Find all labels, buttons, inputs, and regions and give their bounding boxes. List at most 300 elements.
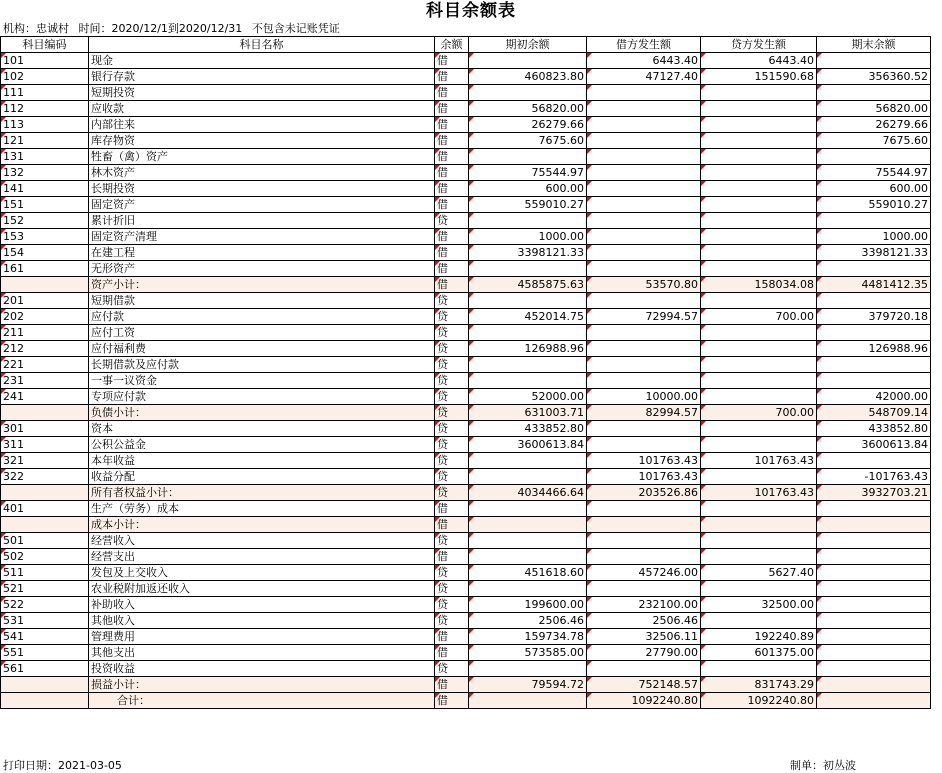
table-row: [1, 117, 931, 133]
table-row: [1, 245, 931, 261]
cell-closing: [817, 453, 931, 469]
cell-opening: 2506.46: [469, 613, 587, 629]
cell-direction: 贷: [435, 453, 469, 469]
cell-direction: 借: [435, 53, 469, 69]
cell-direction: 贷: [435, 389, 469, 405]
cell-credit: [701, 165, 817, 181]
cell-code: [1, 405, 89, 421]
cell-debit: [587, 133, 701, 149]
cell-closing: [817, 53, 931, 69]
cell-direction: 借: [435, 549, 469, 565]
cell-credit: [701, 181, 817, 197]
cell-debit: 47127.40: [587, 69, 701, 85]
cell-closing: [817, 693, 931, 709]
cell-debit: [587, 181, 701, 197]
cell-code: 121: [1, 133, 89, 149]
cell-debit: 82994.57: [587, 405, 701, 421]
cell-debit: 457246.00: [587, 565, 701, 581]
table-row: [1, 613, 931, 629]
table-row: [1, 469, 931, 485]
cell-credit: [701, 373, 817, 389]
table-row: [1, 293, 931, 309]
cell-code: 112: [1, 101, 89, 117]
cell-opening: 460823.80: [469, 69, 587, 85]
cell-code: 541: [1, 629, 89, 645]
cell-closing: [817, 613, 931, 629]
cell-name: 所有者权益小计：: [89, 485, 435, 501]
cell-direction: 借: [435, 261, 469, 277]
cell-opening: 75544.97: [469, 165, 587, 181]
cell-closing: 3600613.84: [817, 437, 931, 453]
cell-direction: 贷: [435, 341, 469, 357]
cell-name: 累计折旧: [89, 213, 435, 229]
cell-name: 损益小计：: [89, 677, 435, 693]
cell-opening: [469, 533, 587, 549]
col-header-closing: 期末余额: [817, 37, 931, 53]
cell-debit: 752148.57: [587, 677, 701, 693]
cell-code: 151: [1, 197, 89, 213]
cell-closing: 548709.14: [817, 405, 931, 421]
cell-direction: 借: [435, 181, 469, 197]
cell-direction: 借: [435, 645, 469, 661]
cell-direction: 借: [435, 629, 469, 645]
cell-credit: 5627.40: [701, 565, 817, 581]
cell-closing: [817, 549, 931, 565]
cell-code: 131: [1, 149, 89, 165]
cell-debit: [587, 357, 701, 373]
cell-name: 无形资产: [89, 261, 435, 277]
cell-closing: [817, 261, 931, 277]
cell-code: 161: [1, 261, 89, 277]
cell-opening: 433852.80: [469, 421, 587, 437]
cell-name: 管理费用: [89, 629, 435, 645]
cell-closing: 7675.60: [817, 133, 931, 149]
cell-opening: 4034466.64: [469, 485, 587, 501]
cell-credit: 151590.68: [701, 69, 817, 85]
table-row: [1, 101, 931, 117]
cell-code: 132: [1, 165, 89, 181]
table-row: [1, 213, 931, 229]
table-row: [1, 373, 931, 389]
cell-name: 资本: [89, 421, 435, 437]
cell-direction: 贷: [435, 213, 469, 229]
cell-debit: [587, 213, 701, 229]
cell-direction: 借: [435, 501, 469, 517]
cell-debit: [587, 373, 701, 389]
cell-name: 短期投资: [89, 85, 435, 101]
cell-credit: [701, 341, 817, 357]
cell-closing: 3398121.33: [817, 245, 931, 261]
cell-opening: [469, 325, 587, 341]
cell-opening: 56820.00: [469, 101, 587, 117]
table-row: [1, 533, 931, 549]
cell-direction: 借: [435, 133, 469, 149]
cell-credit: [701, 469, 817, 485]
cell-direction: 贷: [435, 485, 469, 501]
cell-opening: 159734.78: [469, 629, 587, 645]
cell-opening: [469, 213, 587, 229]
cell-opening: [469, 469, 587, 485]
cell-name: 发包及上交收入: [89, 565, 435, 581]
cell-name: 短期借款: [89, 293, 435, 309]
cell-opening: [469, 357, 587, 373]
cell-credit: 101763.43: [701, 453, 817, 469]
table-row: [1, 149, 931, 165]
table-row: [1, 309, 931, 325]
cell-credit: 1092240.80: [701, 693, 817, 709]
cell-debit: [587, 341, 701, 357]
cell-code: 211: [1, 325, 89, 341]
cell-credit: 101763.43: [701, 485, 817, 501]
subtotal-row: [1, 485, 931, 501]
cell-direction: 借: [435, 197, 469, 213]
cell-name: 农业税附加返还收入: [89, 581, 435, 597]
cell-credit: 700.00: [701, 309, 817, 325]
cell-credit: 601375.00: [701, 645, 817, 661]
cell-debit: 32506.11: [587, 629, 701, 645]
subtotal-row: [1, 517, 931, 533]
cell-name: 其他支出: [89, 645, 435, 661]
cell-debit: [587, 501, 701, 517]
cell-name: 本年收益: [89, 453, 435, 469]
table-row: [1, 581, 931, 597]
cell-name: 其他收入: [89, 613, 435, 629]
cell-credit: [701, 357, 817, 373]
cell-code: 153: [1, 229, 89, 245]
cell-credit: [701, 613, 817, 629]
table-row: [1, 645, 931, 661]
cell-direction: 借: [435, 229, 469, 245]
cell-code: 561: [1, 661, 89, 677]
cell-code: 221: [1, 357, 89, 373]
cell-credit: [701, 149, 817, 165]
cell-code: [1, 485, 89, 501]
table-row: [1, 181, 931, 197]
cell-credit: 32500.00: [701, 597, 817, 613]
cell-closing: 126988.96: [817, 341, 931, 357]
cell-code: 212: [1, 341, 89, 357]
cell-name: 现金: [89, 53, 435, 69]
cell-code: 531: [1, 613, 89, 629]
cell-opening: 79594.72: [469, 677, 587, 693]
cell-code: 102: [1, 69, 89, 85]
cell-closing: 75544.97: [817, 165, 931, 181]
header-row: [1, 37, 931, 53]
cell-debit: 27790.00: [587, 645, 701, 661]
table-row: [1, 85, 931, 101]
cell-debit: 232100.00: [587, 597, 701, 613]
cell-direction: 贷: [435, 565, 469, 581]
cell-credit: [701, 101, 817, 117]
cell-closing: [817, 661, 931, 677]
table-row: [1, 629, 931, 645]
table-row: [1, 133, 931, 149]
subtotal-row: [1, 693, 931, 709]
cell-closing: 356360.52: [817, 69, 931, 85]
cell-code: 311: [1, 437, 89, 453]
cell-opening: 559010.27: [469, 197, 587, 213]
cell-opening: [469, 581, 587, 597]
cell-code: 401: [1, 501, 89, 517]
cell-opening: 26279.66: [469, 117, 587, 133]
table-body: [1, 53, 931, 709]
cell-closing: [817, 293, 931, 309]
cell-opening: [469, 517, 587, 533]
cell-code: [1, 517, 89, 533]
cell-closing: [817, 677, 931, 693]
cell-name: 在建工程: [89, 245, 435, 261]
cell-opening: 7675.60: [469, 133, 587, 149]
cell-opening: 199600.00: [469, 597, 587, 613]
cell-name: 长期投资: [89, 181, 435, 197]
cell-credit: [701, 293, 817, 309]
cell-closing: [817, 517, 931, 533]
cell-direction: 贷: [435, 405, 469, 421]
cell-code: 101: [1, 53, 89, 69]
cell-closing: 379720.18: [817, 309, 931, 325]
table-row: [1, 197, 931, 213]
cell-name: 内部往来: [89, 117, 435, 133]
cell-code: 201: [1, 293, 89, 309]
table-row: [1, 453, 931, 469]
cell-credit: 700.00: [701, 405, 817, 421]
org-label: 机构：忠诚村: [3, 22, 69, 35]
cell-closing: [817, 85, 931, 101]
cell-debit: [587, 165, 701, 181]
cell-direction: 借: [435, 165, 469, 181]
cell-code: 321: [1, 453, 89, 469]
cell-code: 301: [1, 421, 89, 437]
cell-opening: [469, 661, 587, 677]
cell-closing: [817, 149, 931, 165]
cell-code: 521: [1, 581, 89, 597]
cell-closing: [817, 533, 931, 549]
cell-opening: [469, 53, 587, 69]
cell-direction: 贷: [435, 293, 469, 309]
cell-name: 收益分配: [89, 469, 435, 485]
cell-debit: [587, 533, 701, 549]
cell-credit: [701, 245, 817, 261]
cell-name: 经营支出: [89, 549, 435, 565]
cell-closing: 559010.27: [817, 197, 931, 213]
cell-debit: [587, 101, 701, 117]
col-header-name: 科目名称: [89, 37, 435, 53]
cell-opening: [469, 149, 587, 165]
cell-debit: [587, 85, 701, 101]
cell-code: 152: [1, 213, 89, 229]
cell-closing: 1000.00: [817, 229, 931, 245]
cell-credit: [701, 661, 817, 677]
table-row: [1, 597, 931, 613]
table-row: [1, 261, 931, 277]
cell-debit: 203526.86: [587, 485, 701, 501]
cell-debit: 2506.46: [587, 613, 701, 629]
cell-code: 511: [1, 565, 89, 581]
cell-name: 应收款: [89, 101, 435, 117]
cell-closing: [817, 597, 931, 613]
cell-opening: 573585.00: [469, 645, 587, 661]
cell-name: 固定资产: [89, 197, 435, 213]
cell-direction: 贷: [435, 421, 469, 437]
cell-closing: [817, 501, 931, 517]
table-row: [1, 53, 931, 69]
cell-credit: 831743.29: [701, 677, 817, 693]
cell-opening: [469, 501, 587, 517]
cell-direction: 借: [435, 101, 469, 117]
cell-direction: 借: [435, 517, 469, 533]
cell-debit: 10000.00: [587, 389, 701, 405]
cell-code: 141: [1, 181, 89, 197]
cell-debit: [587, 293, 701, 309]
cell-closing: 56820.00: [817, 101, 931, 117]
cell-direction: 借: [435, 85, 469, 101]
cell-debit: [587, 421, 701, 437]
col-header-opening: 期初余额: [469, 37, 587, 53]
cell-direction: 贷: [435, 469, 469, 485]
cell-direction: 借: [435, 245, 469, 261]
cell-opening: 126988.96: [469, 341, 587, 357]
cell-direction: 借: [435, 277, 469, 293]
cell-direction: 贷: [435, 325, 469, 341]
cell-name: 公积公益金: [89, 437, 435, 453]
cell-credit: [701, 325, 817, 341]
cell-direction: 贷: [435, 437, 469, 453]
print-date: 打印日期：2021-03-05: [3, 759, 122, 772]
cell-direction: 贷: [435, 597, 469, 613]
cell-debit: [587, 229, 701, 245]
cell-opening: [469, 549, 587, 565]
cell-opening: 600.00: [469, 181, 587, 197]
cell-name: 应付工资: [89, 325, 435, 341]
cell-credit: [701, 517, 817, 533]
cell-credit: [701, 229, 817, 245]
cell-code: [1, 277, 89, 293]
cell-code: 322: [1, 469, 89, 485]
col-header-debit: 借方发生额: [587, 37, 701, 53]
table-row: [1, 437, 931, 453]
cell-opening: [469, 293, 587, 309]
cell-direction: 借: [435, 69, 469, 85]
cell-name: 应付福利费: [89, 341, 435, 357]
col-header-direction: 余额: [435, 37, 469, 53]
cell-opening: 4585875.63: [469, 277, 587, 293]
cell-credit: [701, 197, 817, 213]
cell-name: 生产（劳务）成本: [89, 501, 435, 517]
table-row: [1, 501, 931, 517]
col-header-code: 科目编码: [1, 37, 89, 53]
cell-debit: 101763.43: [587, 469, 701, 485]
cell-code: 113: [1, 117, 89, 133]
cell-closing: [817, 325, 931, 341]
cell-credit: [701, 533, 817, 549]
cell-debit: [587, 549, 701, 565]
cell-debit: 6443.40: [587, 53, 701, 69]
cell-debit: [587, 517, 701, 533]
cell-code: [1, 677, 89, 693]
cell-debit: [587, 325, 701, 341]
cell-closing: [817, 213, 931, 229]
cell-name: 牲畜（禽）资产: [89, 149, 435, 165]
cell-closing: 26279.66: [817, 117, 931, 133]
cell-name: 投资收益: [89, 661, 435, 677]
table-row: [1, 389, 931, 405]
table-row: [1, 661, 931, 677]
cell-name: 合计：: [89, 693, 435, 709]
subtotal-row: [1, 277, 931, 293]
cell-code: 241: [1, 389, 89, 405]
cell-debit: [587, 261, 701, 277]
table-row: [1, 549, 931, 565]
cell-opening: 3398121.33: [469, 245, 587, 261]
cell-direction: 贷: [435, 661, 469, 677]
cell-opening: [469, 453, 587, 469]
table-row: [1, 341, 931, 357]
cell-direction: 贷: [435, 357, 469, 373]
cell-opening: [469, 85, 587, 101]
cell-closing: [817, 373, 931, 389]
cell-name: 林木资产: [89, 165, 435, 181]
cell-opening: 631003.71: [469, 405, 587, 421]
cell-direction: 借: [435, 117, 469, 133]
cell-debit: 53570.80: [587, 277, 701, 293]
cell-code: [1, 693, 89, 709]
cell-name: 资产小计：: [89, 277, 435, 293]
cell-opening: 52000.00: [469, 389, 587, 405]
table-row: [1, 325, 931, 341]
cell-code: 154: [1, 245, 89, 261]
cell-opening: 3600613.84: [469, 437, 587, 453]
cell-credit: 192240.89: [701, 629, 817, 645]
table-row: [1, 165, 931, 181]
cell-debit: [587, 661, 701, 677]
cell-opening: 1000.00: [469, 229, 587, 245]
cell-direction: 贷: [435, 373, 469, 389]
cell-credit: [701, 213, 817, 229]
cell-code: 501: [1, 533, 89, 549]
subtotal-row: [1, 405, 931, 421]
cell-opening: [469, 693, 587, 709]
cell-direction: 贷: [435, 309, 469, 325]
cell-credit: [701, 85, 817, 101]
cell-credit: 6443.40: [701, 53, 817, 69]
cell-name: 固定资产清理: [89, 229, 435, 245]
period-label: 时间：2020/12/1到2020/12/31: [78, 22, 243, 35]
filter-note: 不包含未记账凭证: [251, 22, 340, 35]
cell-name: 成本小计：: [89, 517, 435, 533]
cell-credit: [701, 421, 817, 437]
cell-name: 经营收入: [89, 533, 435, 549]
cell-debit: [587, 197, 701, 213]
cell-code: 522: [1, 597, 89, 613]
cell-debit: 1092240.80: [587, 693, 701, 709]
cell-name: 应付款: [89, 309, 435, 325]
cell-credit: [701, 117, 817, 133]
cell-debit: [587, 245, 701, 261]
cell-credit: [701, 581, 817, 597]
table-row: [1, 357, 931, 373]
cell-debit: 72994.57: [587, 309, 701, 325]
cell-name: 银行存款: [89, 69, 435, 85]
report-meta: [3, 21, 346, 36]
report-title: 科目余额表: [426, 1, 516, 21]
cell-opening: [469, 261, 587, 277]
cell-name: 长期借款及应付款: [89, 357, 435, 373]
cell-name: 库存物资: [89, 133, 435, 149]
cell-closing: [817, 357, 931, 373]
cell-opening: 451618.60: [469, 565, 587, 581]
col-header-credit: 贷方发生额: [701, 37, 817, 53]
cell-direction: 借: [435, 693, 469, 709]
